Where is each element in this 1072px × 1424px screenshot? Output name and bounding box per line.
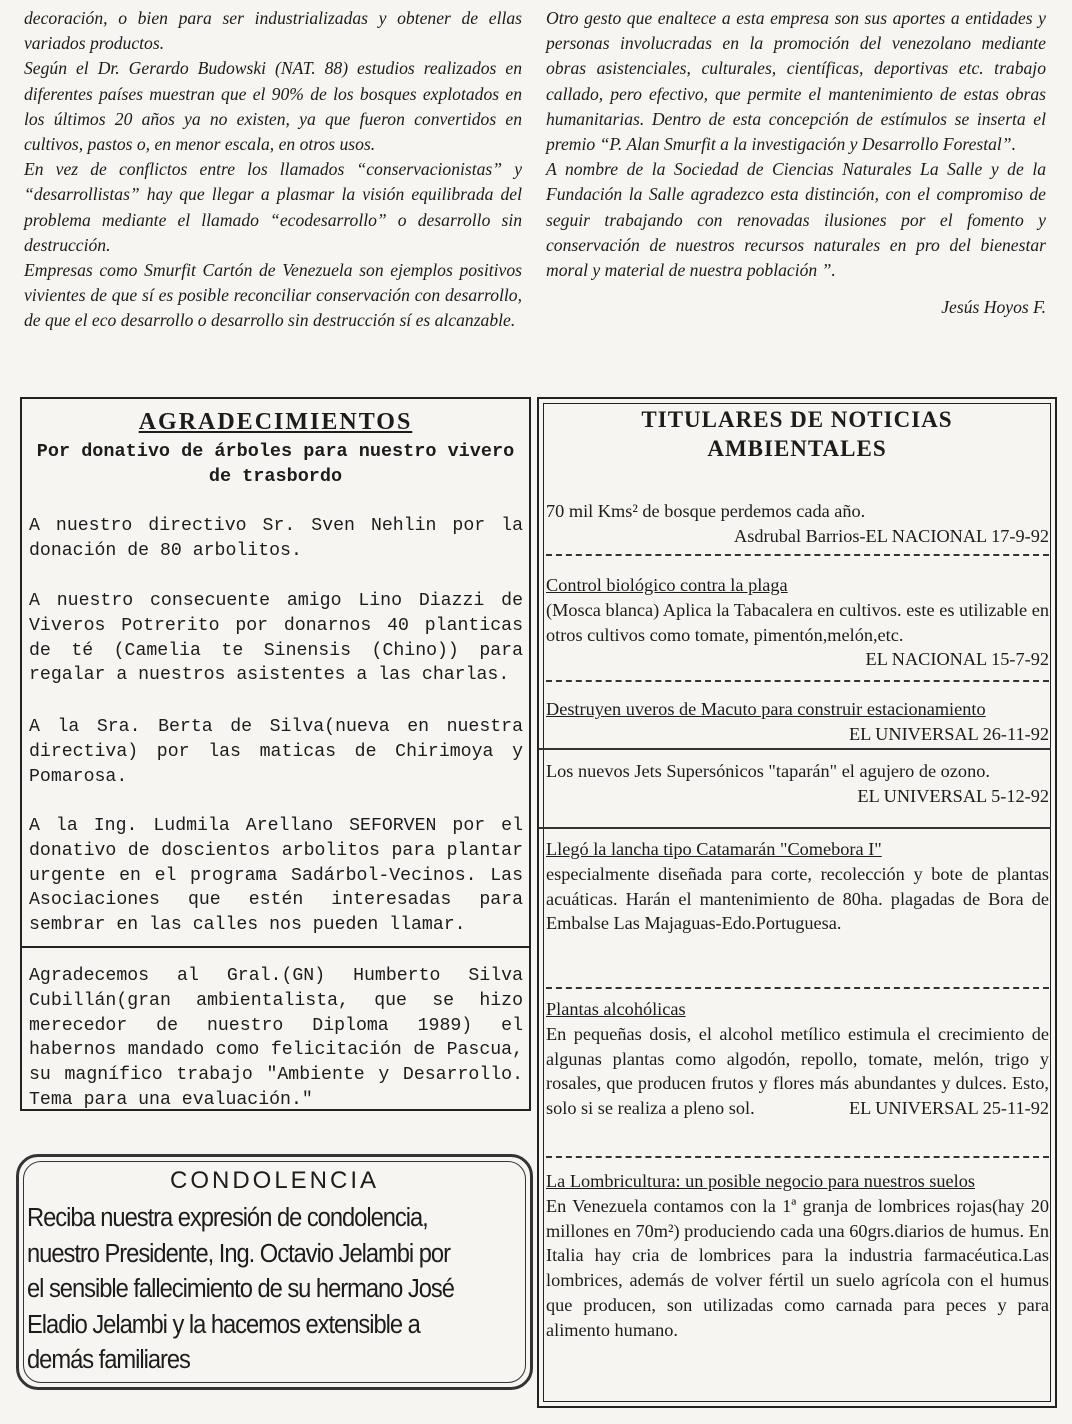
news-source: EL UNIVERSAL 26-11-92 bbox=[848, 723, 1049, 744]
news-headline: Plantas alcohólicas bbox=[546, 999, 686, 1019]
intro-left-paragraph: decoración, o bien para ser industrializadas y obtener de ellas variados productos. bbox=[24, 8, 522, 54]
titulares-title bbox=[539, 405, 1055, 463]
intro-left-paragraph: Empresas como Smurfit Cartón de Venezuela son ejemplos positivos vivientes de que sí es posible reconciliar conservación con desarrollo, de que el eco desarrollo o desarrollo sin destrucción sí es alcanzable. bbox=[24, 260, 522, 331]
condolencia-text bbox=[27, 1201, 529, 1379]
intro-left-column bbox=[24, 6, 522, 334]
news-separator bbox=[539, 827, 1051, 829]
agradecimiento-paragraph: A nuestro consecuente amigo Lino Diazzi de Viveros Potrerito por donarnos 40 planticas de té (Camelia te Sinensis (Chino)) para regalar a nuestros asistentes a las charlas. bbox=[29, 591, 523, 686]
news-separator bbox=[546, 554, 1049, 556]
condolencia-title: CONDOLENCIA bbox=[169, 1167, 380, 1194]
intro-left-paragraph: Según el Dr. Gerardo Budowski (NAT. 88) estudios realizados en diferentes países muestran que el 90% de los bosques explotados en los últimos 20 años ya no existen, ya que fueron convertidos en cultivos, pastos o, en menor escala, en otros usos. bbox=[24, 58, 522, 155]
condolencia-line: Eladio Jelambi y la hacemos extensible a bbox=[27, 1310, 420, 1339]
news-item bbox=[546, 997, 1049, 1121]
agradecimiento-paragraph: Agradecemos al Gral.(GN) Humberto Silva Cubillán(gran ambientalista, que se hizo merecedor de nuestro Diploma 1989) el habernos mandado como felicitación de Pascua, su magnífico trabajo "Ambiente y Desarrollo. Tema para una evaluación." bbox=[29, 966, 523, 1110]
news-text: En pequeñas dosis, el alcohol metílico estimula el crecimiento de algunas plantas como algodón, repollo, tomate, melón, trigo y rosales, que producen frutos y flores más abundantes y dulces. Esto, solo si se realiza a pleno sol. bbox=[546, 1023, 1049, 1119]
condolencia-line: demás familiares bbox=[27, 1346, 190, 1374]
news-source: EL UNIVERSAL 5-12-92 bbox=[857, 785, 1049, 806]
news-item bbox=[546, 697, 1049, 747]
agradecimiento-paragraph: A nuestro directivo Sr. Sven Nehlin por la donación de 80 arbolitos. bbox=[29, 516, 523, 561]
titulares-box bbox=[537, 397, 1057, 1408]
news-text: 70 mil Kms² de bosque perdemos cada año. bbox=[546, 501, 866, 521]
news-source: EL NACIONAL 15-7-92 bbox=[865, 649, 1049, 670]
news-item bbox=[546, 837, 1049, 936]
condolencia-line: el sensible fallecimiento de su hermano José bbox=[27, 1275, 454, 1303]
news-text: (Mosca blanca) Aplica la Tabacalera en cultivos. este es utilizable en otros cultivos como tomate, pimentón,melón,etc. bbox=[546, 599, 1049, 645]
intro-right-paragraph: Otro gesto que enaltece a esta empresa son sus aportes a entidades y personas involucradas en la promoción del venezolano mediante obras asistenciales, culturales, científicas, deportivas etc. trabajo callado, pero efectivo, que permite el mantenimiento de estas obras humanitarias. Dentro de esta concepción de estímulos se inserta el premio “P. Alan Smurfit a la investigación y Desarrollo Forestal”. bbox=[546, 8, 1046, 155]
news-separator bbox=[546, 987, 1049, 989]
news-text: especialmente diseñada para corte, recolección y bote de plantas acuáticas. Harán el mantenimiento de 80ha. plagadas de Bora de Embalse Las Majaguas-Edo.Portuguesa. bbox=[546, 863, 1049, 934]
news-separator bbox=[546, 1156, 1049, 1158]
titulares-title-line: TITULARES DE NOTICIAS bbox=[641, 407, 953, 432]
news-source: Asdrubal Barrios-EL NACIONAL 17-9-92 bbox=[734, 525, 1049, 546]
news-item bbox=[546, 759, 1049, 809]
agradecimientos-title: AGRADECIMIENTOS bbox=[138, 409, 413, 435]
intro-left-paragraph: En vez de conflictos entre los llamados “conservacionistas” y “desarrollistas” hay que llegar a plasmar la visión equilibrada del problema mediante el llamado “ecodesarrollo” o desarrollo sin destrucción. bbox=[24, 159, 522, 255]
agradecimientos-subtitle: Por donativo de árboles para nuestro vivero de trasbordo bbox=[36, 441, 515, 487]
signature: Jesús Hoyos F. bbox=[941, 297, 1046, 318]
titulares-title-line: AMBIENTALES bbox=[707, 436, 887, 461]
condolencia-line: nuestro Presidente, Ing. Octavio Jelambi por bbox=[27, 1239, 450, 1268]
news-source: EL UNIVERSAL 25-11-92 bbox=[848, 1098, 1049, 1119]
condolencia-box bbox=[16, 1154, 533, 1390]
news-headline: Llegó la lancha tipo Catamarán "Comebora I" bbox=[546, 839, 882, 859]
agradecimiento-paragraph: A la Sra. Berta de Silva(nueva en nuestra directiva) por las maticas de Chirimoya y Pomarosa. bbox=[29, 717, 523, 787]
news-item bbox=[546, 499, 1049, 549]
news-text: En Venezuela contamos con la 1ª granja de lombrices rojas(hay 20 millones en 70m²) produciendo cada una 60grs.diarios de humus. En Italia hay cria de lombrices para la industria farmacéutica.Las lombrices, además de volver fértil un suelo agrícola con el humus que producen, son utilizadas como carnada para peces y para alimento humano. bbox=[546, 1195, 1049, 1340]
condolencia-line: Reciba nuestra expresión de condolencia, bbox=[27, 1204, 428, 1232]
news-separator bbox=[539, 748, 1051, 750]
news-headline: La Lombricultura: un posible negocio para nuestros suelos bbox=[546, 1171, 975, 1191]
news-headline: Destruyen uveros de Macuto para construir estacionamiento bbox=[546, 699, 986, 719]
news-item bbox=[546, 573, 1049, 672]
news-headline: Control biológico contra la plaga bbox=[546, 575, 788, 595]
agradecimientos-box bbox=[20, 397, 531, 1111]
news-item bbox=[546, 1169, 1049, 1343]
intro-right-paragraph: A nombre de la Sociedad de Ciencias Naturales La Salle y de la Fundación la Salle agradezco esta distinción, con el compromiso de seguir trabajando con renovadas ilusiones por el fomento y conservación de nuestros recursos naturales en pro del bienestar moral y material de nuestra población ”. bbox=[546, 159, 1046, 281]
intro-right-column bbox=[546, 6, 1046, 320]
news-separator bbox=[546, 680, 1049, 682]
agradecimientos-divider bbox=[22, 946, 529, 948]
agradecimiento-paragraph: A la Ing. Ludmila Arellano SEFORVEN por el donativo de doscientos arbolitos para plantar urgente en el programa Sadárbol-Vecinos. Las Asociaciones que estén interesadas para sembrar en las calles nos pueden llamar. bbox=[29, 816, 523, 936]
news-text: Los nuevos Jets Supersónicos "taparán" el agujero de ozono. bbox=[546, 761, 990, 781]
